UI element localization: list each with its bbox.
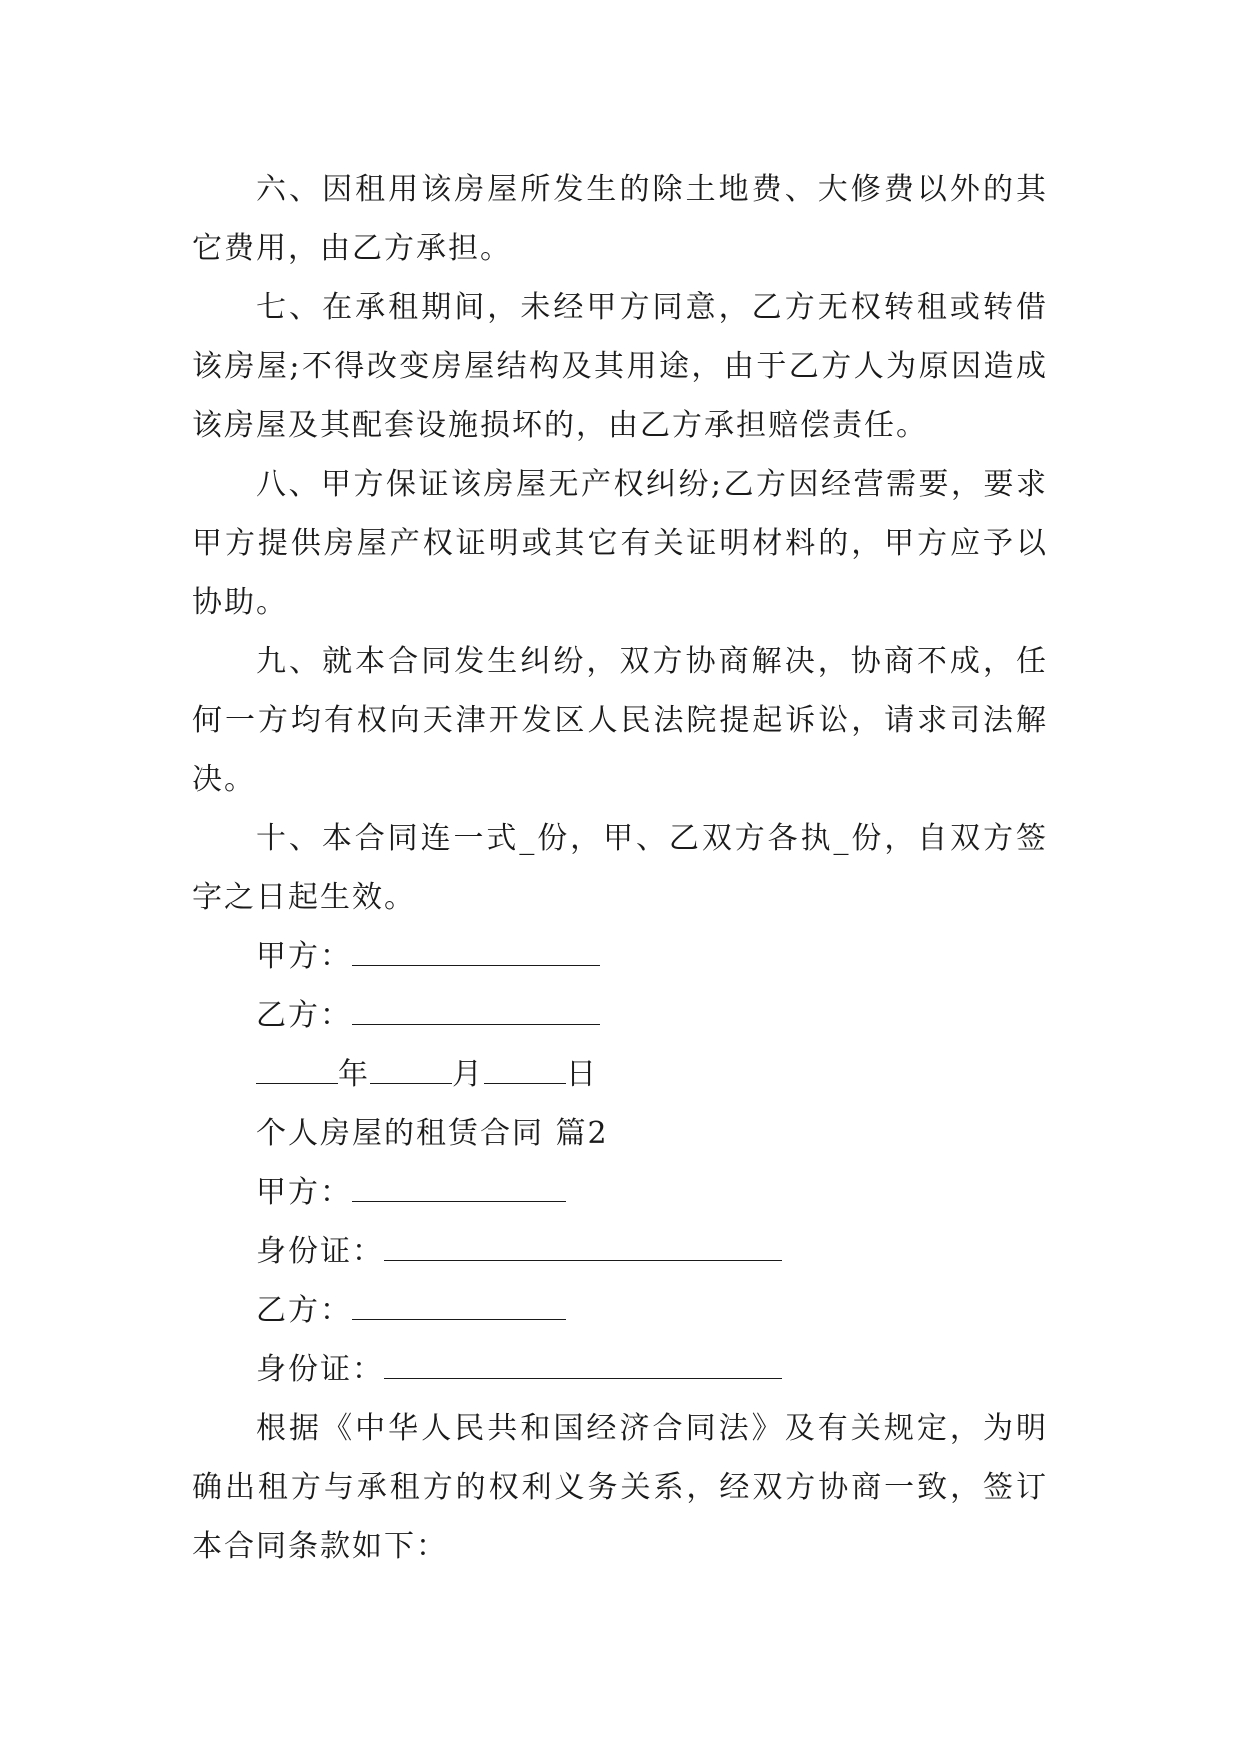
section-2-intro: 根据《中华人民共和国经济合同法》及有关规定，为明确出租方与承租方的权利义务关系，经双方协商一致，签订本合同条款如下： [192,1411,1048,1564]
section-2-party-b-id [192,1340,1048,1399]
party-b-blank [352,998,600,1025]
year-label: 年 [338,1057,370,1092]
s2-party-a-id-blank [384,1234,782,1261]
day-label: 日 [566,1057,598,1092]
year-blank [256,1057,338,1084]
clause-six: 六、因租用该房屋所发生的除土地费、大修费以外的其它费用，由乙方承担。 [192,172,1048,266]
section-2-party-a [192,1163,1048,1222]
signature-date [192,1045,1048,1104]
signature-party-a [192,927,1048,986]
party-a-label: 甲方： [256,939,352,974]
s2-party-b-label: 乙方： [256,1293,352,1328]
s2-party-a-blank [352,1175,566,1202]
day-blank [484,1057,566,1084]
clause-nine: 九、就本合同发生纠纷，双方协商解决，协商不成，任何一方均有权向天津开发区人民法院提起诉讼，请求司法解决。 [192,644,1048,797]
document-content [192,160,1048,1576]
clause-ten: 十、本合同连一式_份，甲、乙双方各执_份，自双方签字之日起生效。 [192,821,1048,915]
s2-party-b-id-blank [384,1352,782,1379]
clause-seven: 七、在承租期间，未经甲方同意，乙方无权转租或转借该房屋;不得改变房屋结构及其用途，由于乙方人为原因造成该房屋及其配套设施损坏的，由乙方承担赔偿责任。 [192,290,1048,443]
s2-party-a-id-label: 身份证： [256,1234,384,1269]
month-blank [370,1057,452,1084]
section-2-party-a-id [192,1222,1048,1281]
clause-eight: 八、甲方保证该房屋无产权纠纷;乙方因经营需要，要求甲方提供房屋产权证明或其它有关证明材料的，甲方应予以协助。 [192,467,1048,620]
month-label: 月 [452,1057,484,1092]
section-2-party-b [192,1281,1048,1340]
s2-party-b-id-label: 身份证： [256,1352,384,1387]
s2-party-a-label: 甲方： [256,1175,352,1210]
party-b-label: 乙方： [256,998,352,1033]
signature-party-b [192,986,1048,1045]
s2-party-b-blank [352,1293,566,1320]
section-2-title: 个人房屋的租赁合同 篇2 [256,1116,609,1151]
party-a-blank [352,939,600,966]
